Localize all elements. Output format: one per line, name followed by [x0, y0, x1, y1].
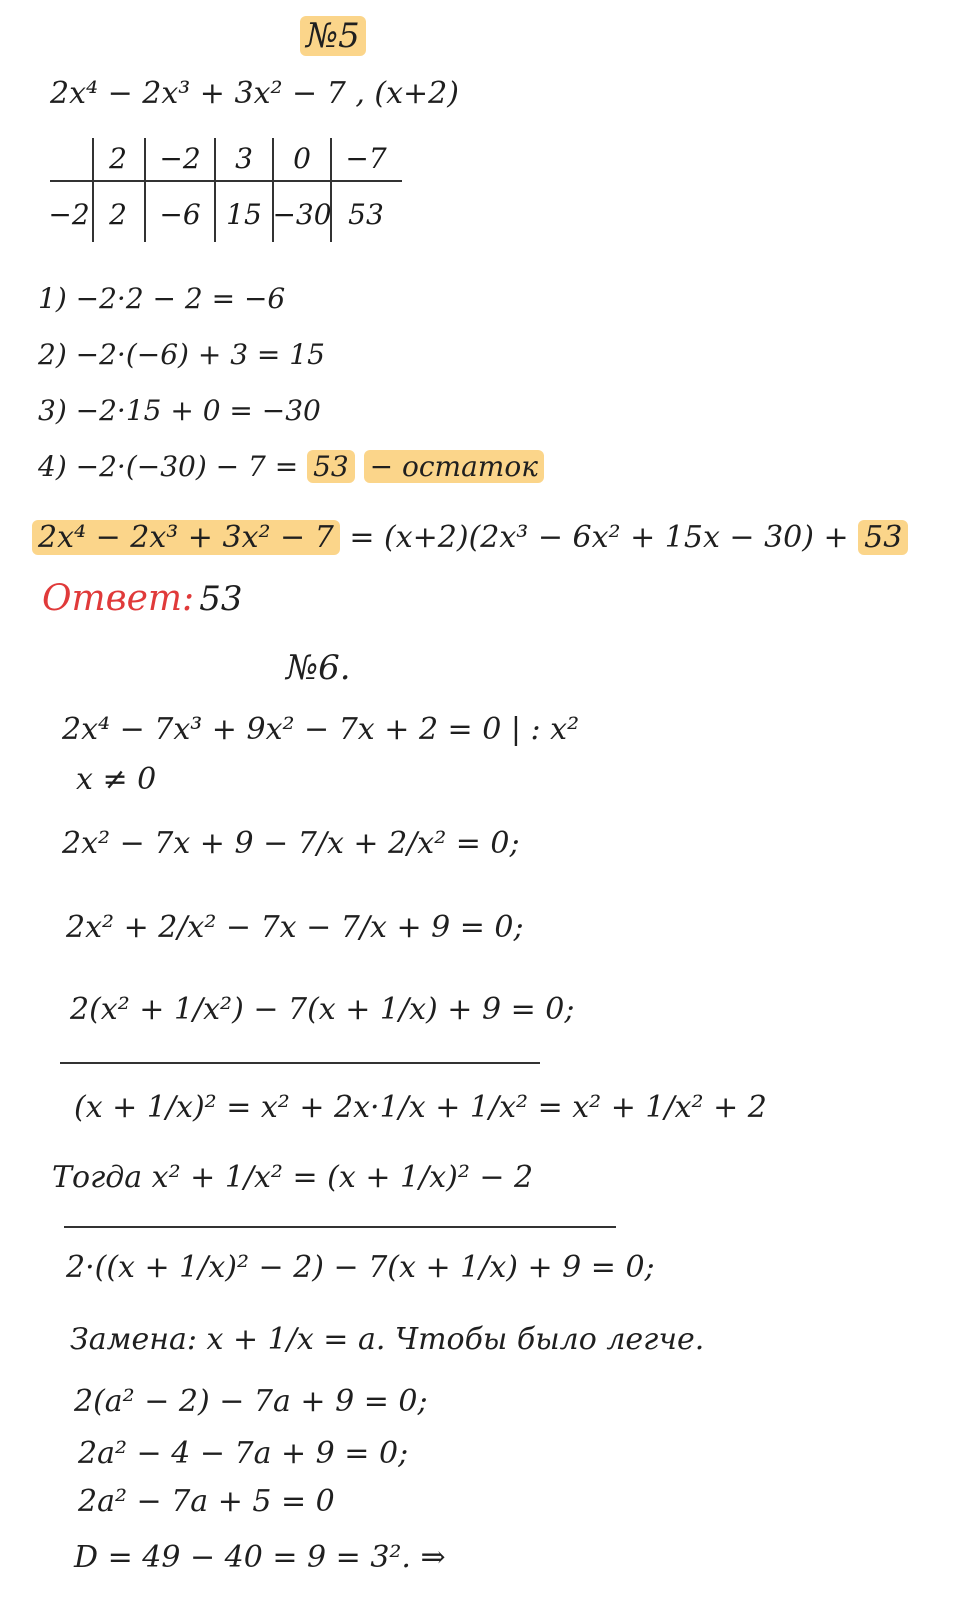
task6-line: 2x² + 2/x² − 7x − 7/x + 9 = 0; — [66, 910, 524, 945]
final-line: 2a² − 7a + 5 = 0 — [78, 1484, 335, 1519]
table-coeff: 3 — [235, 142, 253, 175]
then-line: Тогда x² + 1/x² = (x + 1/x)² − 2 — [52, 1160, 534, 1195]
task6-line: 2x⁴ − 7x³ + 9x² − 7x + 2 = 0 | : x² — [62, 712, 580, 747]
step4-prefix: 4) −2·(−30) − 7 = — [38, 450, 299, 483]
table-coeff: −2 — [159, 142, 201, 175]
table-result: 53 — [348, 198, 384, 231]
answer-line — [42, 578, 243, 619]
task6-line: 2(x² + 1/x²) − 7(x + 1/x) + 9 = 0; — [70, 992, 575, 1027]
divider-rule — [60, 1062, 540, 1064]
table-root: −2 — [48, 198, 90, 231]
table-result: −30 — [272, 198, 332, 231]
step-line: 2) −2·(−6) + 3 = 15 — [38, 338, 325, 371]
square-identity: (x + 1/x)² = x² + 2x·1/x + 1/x² = x² + 1/x² + 2 — [74, 1090, 767, 1125]
final-line: D = 49 − 40 = 9 = 3². ⇒ — [74, 1540, 446, 1575]
identity-line — [32, 520, 908, 555]
identity-mid: = (x+2)(2x³ − 6x² + 15x − 30) + — [349, 520, 849, 555]
replace-line: Замена: x + 1/x = a. Чтобы было легче. — [70, 1322, 705, 1357]
step-line-4 — [38, 450, 544, 483]
table-coeff: 2 — [109, 142, 127, 175]
final-line: 2(a² − 2) − 7a + 9 = 0; — [74, 1384, 428, 1419]
table-divider — [50, 180, 402, 182]
task5-number: №5 — [300, 16, 366, 56]
identity-remainder: 53 — [858, 520, 908, 555]
table-coeff: −7 — [345, 142, 387, 175]
step-line: 1) −2·2 − 2 = −6 — [38, 282, 286, 315]
substitution-line: 2·((x + 1/x)² − 2) − 7(x + 1/x) + 9 = 0; — [66, 1250, 655, 1285]
final-line: 2a² − 4 − 7a + 9 = 0; — [78, 1436, 409, 1471]
divider-rule — [64, 1226, 616, 1228]
task6-number: №6. — [286, 648, 351, 688]
table-result: −6 — [159, 198, 201, 231]
identity-left: 2x⁴ − 2x³ + 3x² − 7 — [32, 520, 340, 555]
table-coeff: 0 — [293, 142, 311, 175]
answer-label: Ответ: — [42, 578, 195, 619]
remainder-value: 53 — [307, 450, 355, 483]
answer-value: 53 — [199, 579, 243, 619]
table-result: 15 — [226, 198, 262, 231]
remainder-label: − остаток — [364, 450, 544, 483]
step-line: 3) −2·15 + 0 = −30 — [38, 394, 321, 427]
task6-line: x ≠ 0 — [76, 762, 157, 797]
task6-line: 2x² − 7x + 9 − 7/x + 2/x² = 0; — [62, 826, 520, 861]
task5-problem: 2x⁴ − 2x³ + 3x² − 7 , (x+2) — [50, 76, 459, 111]
table-result: 2 — [109, 198, 127, 231]
